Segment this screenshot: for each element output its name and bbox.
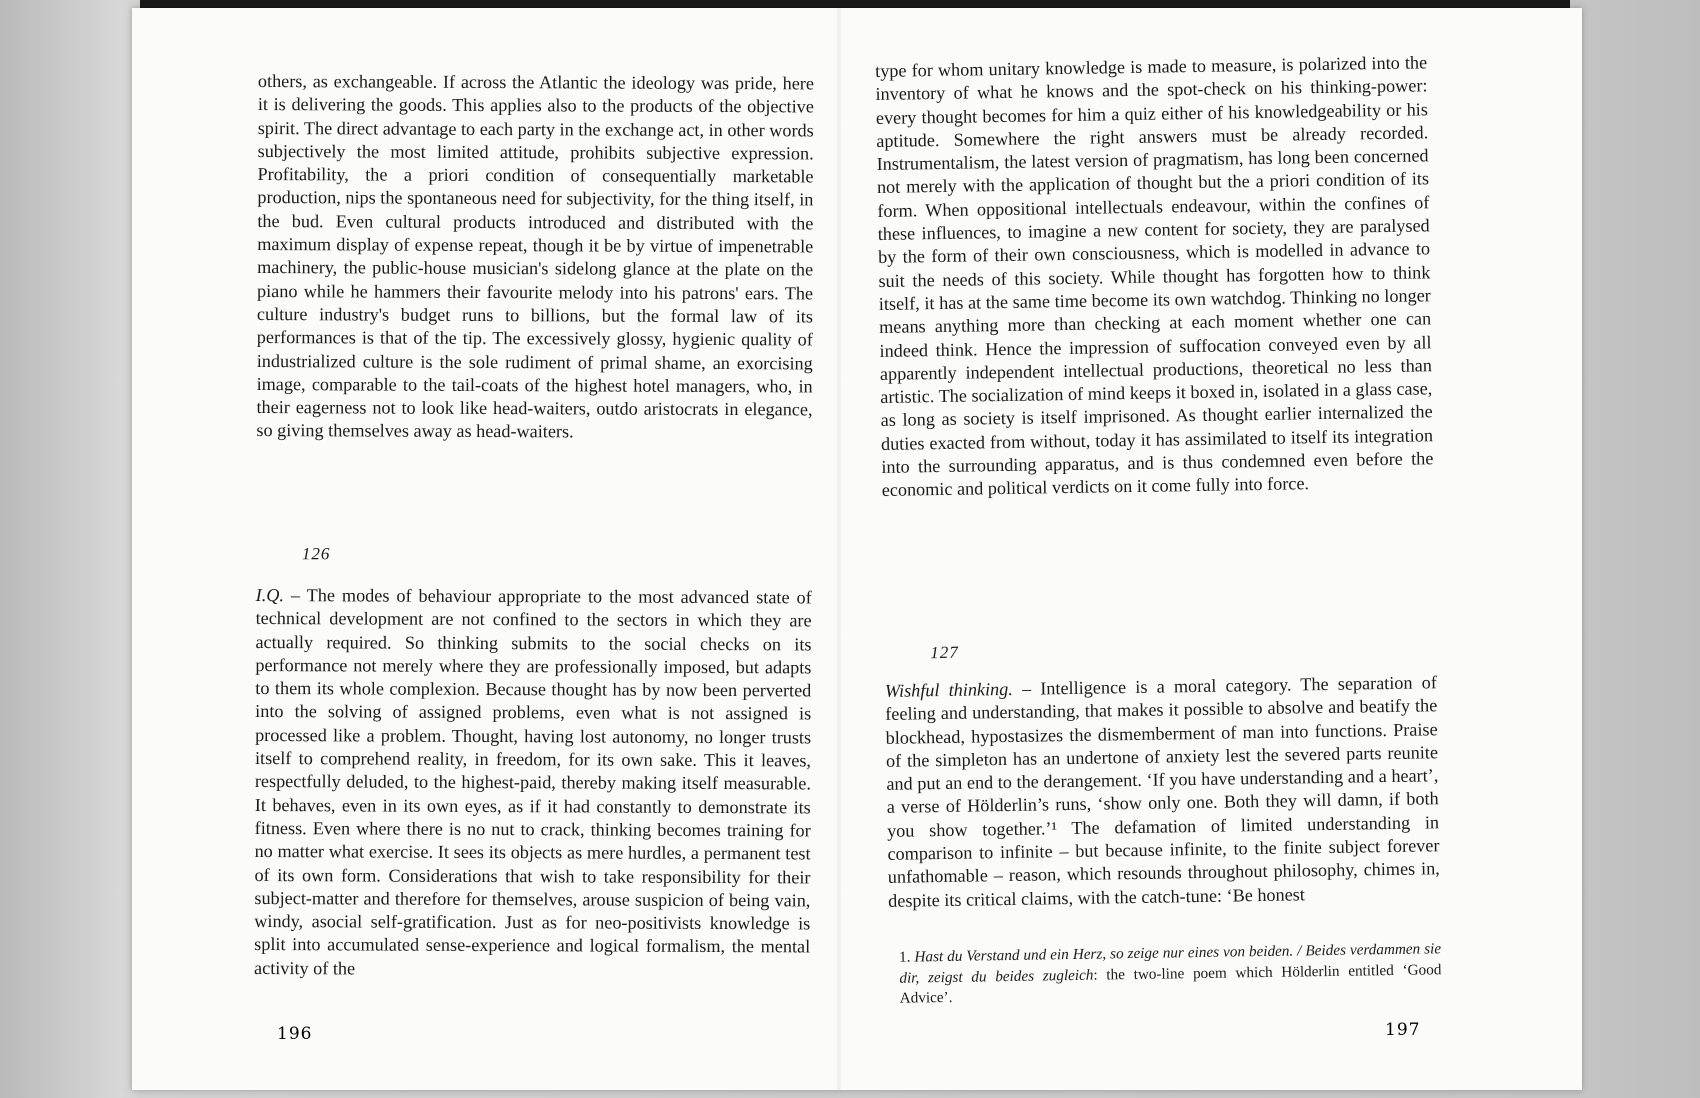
section-title-wishful-thinking: Wishful thinking.	[884, 678, 1013, 701]
page-number-left: 196	[277, 1024, 313, 1044]
right-page-paragraph: type for whom unitary knowledge is made to measure, is polarized into the inventory of what he knows and the spot-check on his thinking-power: every thought becomes for him a quiz either of his knowledgeability or his aptitude. Somewhere the right answers must be already recorded. Instrumentalism, the latest version of pragmatism, has long been concerned not merely with the application of thought but the a priori condition of its form. When oppositional intellectuals endeavour, within the confines of these influences, to imagine a new content for society, they are paralysed by the form of their own consciousness, which is modelled in advance to suit the needs of this society. While thought has forgotten how to think itself, it has at the same time become its own watchdog. Thinking no longer means anything more than checking at each moment whether one can indeed think. Hence the impression of suffocation conveyed even by all apparently independent intellectual productions, theoretical no less than artistic. The socialization of mind keeps it boxed in, isolated in a glass case, as long as society is itself imprisoned. As thought earlier internalized the duties exacted from without, today it has assimilated to itself its integration into the surrounding apparatus, and is thus condemned even before the economic and political verdicts on it come fully into force.	[875, 52, 1434, 501]
book-gutter	[836, 8, 842, 1090]
section-title-iq: I.Q.	[255, 584, 285, 606]
section-iq-text: – The modes of behaviour appropriate to the most advanced state of technical development are not confined to the sectors in which they are actually required. So thinking submits to the social checks on its performance not merely where they are professionally imposed, but adapts to them its whole complexion. Because thought has by now been perverted into the solving of assigned problems, even what is not assigned is processed like a problem. Thought, having lost autonomy, no longer trusts itself to comprehend reality, in freedom, for its own sake. This it leaves, respectfully deluded, to the highest-paid, thereby making itself measurable. It behaves, even in its own eyes, as if it had constantly to demonstrate its fitness. Even where there is no nut to crack, thinking becomes training for no matter what exercise. It sees its objects as mere hurdles, a permanent test of its own form. Considerations that wish to take responsibility for their subject-matter and therefore for themselves, arouse suspicion of being vain, windy, asocial self-gratification. Just as for neo-positivists knowledge is split into accumulated sense-experience and logical formalism, the mental activity of the	[254, 585, 812, 979]
section-iq-paragraph	[254, 584, 812, 982]
section-wishful-thinking-text: – Intelligence is a moral category. The separation of feeling and understanding, that makes it possible to absolve and beatify the blockhead, hypostasizes the dismemberment of man into functions. Praise of the simpleton has an undertone of anxiety lest the severed parts reunite and put an end to the derangement. ‘If you have understanding and a heart’, a verse of Hölderlin’s runs, ‘show only one. Both they will damn, if both you show together.’¹ The defamation of limited understanding in comparison to infinite – but because infinite, to the finite subject forever unfathomable – reason, which resounds throughout philosophy, chimes in, despite its critical claims, with the catch-tune: ‘Be honest	[885, 672, 1440, 911]
section-wishful-thinking-paragraph	[885, 671, 1441, 913]
right-page	[875, 51, 1442, 1007]
footnote-english-note: : the two-line poem which Hölderlin entitled ‘Good Advice’.	[899, 960, 1442, 1007]
section-number-126: 126	[301, 544, 331, 564]
footnote-marker: 1.	[898, 948, 911, 966]
page-number-right: 197	[1385, 1020, 1421, 1040]
footnote-german-verse: Hast du Verstand und ein Herz, so zeige nur eines von beiden. / Beides verdammen sie dir, zeigst du beides zugleich	[899, 940, 1442, 987]
section-number-127: 127	[930, 642, 959, 663]
footnote	[899, 939, 1442, 1009]
left-page	[254, 70, 814, 979]
left-page-paragraph: others, as exchangeable. If across the Atlantic the ideology was pride, here it is delivering the goods. This applies also to the products of the objective spirit. The direct advantage to each party in the exchange act, in other words subjectively the most limited attitude, prohibits subjective expression. Profitability, the a priori condition of consequentially marketable production, nips the spontaneous need for subjectivity, for the thing itself, in the bud. Even cultural products introduced and distributed with the maximum display of expense repeat, though it be by virtue of impenetrable machinery, the public-house musician's sidelong glance at the plate on the piano while he hammers their favourite melody into his patrons' ears. The culture industry's budget runs to billions, but the formal law of its performances is that of the tip. The excessively glossy, hygienic quality of industrialized culture is the sole rudiment of primal shame, an exorcising image, comparable to the tail-coats of the highest hotel managers, who, in their eagerness not to look like head-waiters, outdo aristocrats in elegance, so giving themselves away as head-waiters.	[256, 70, 814, 442]
